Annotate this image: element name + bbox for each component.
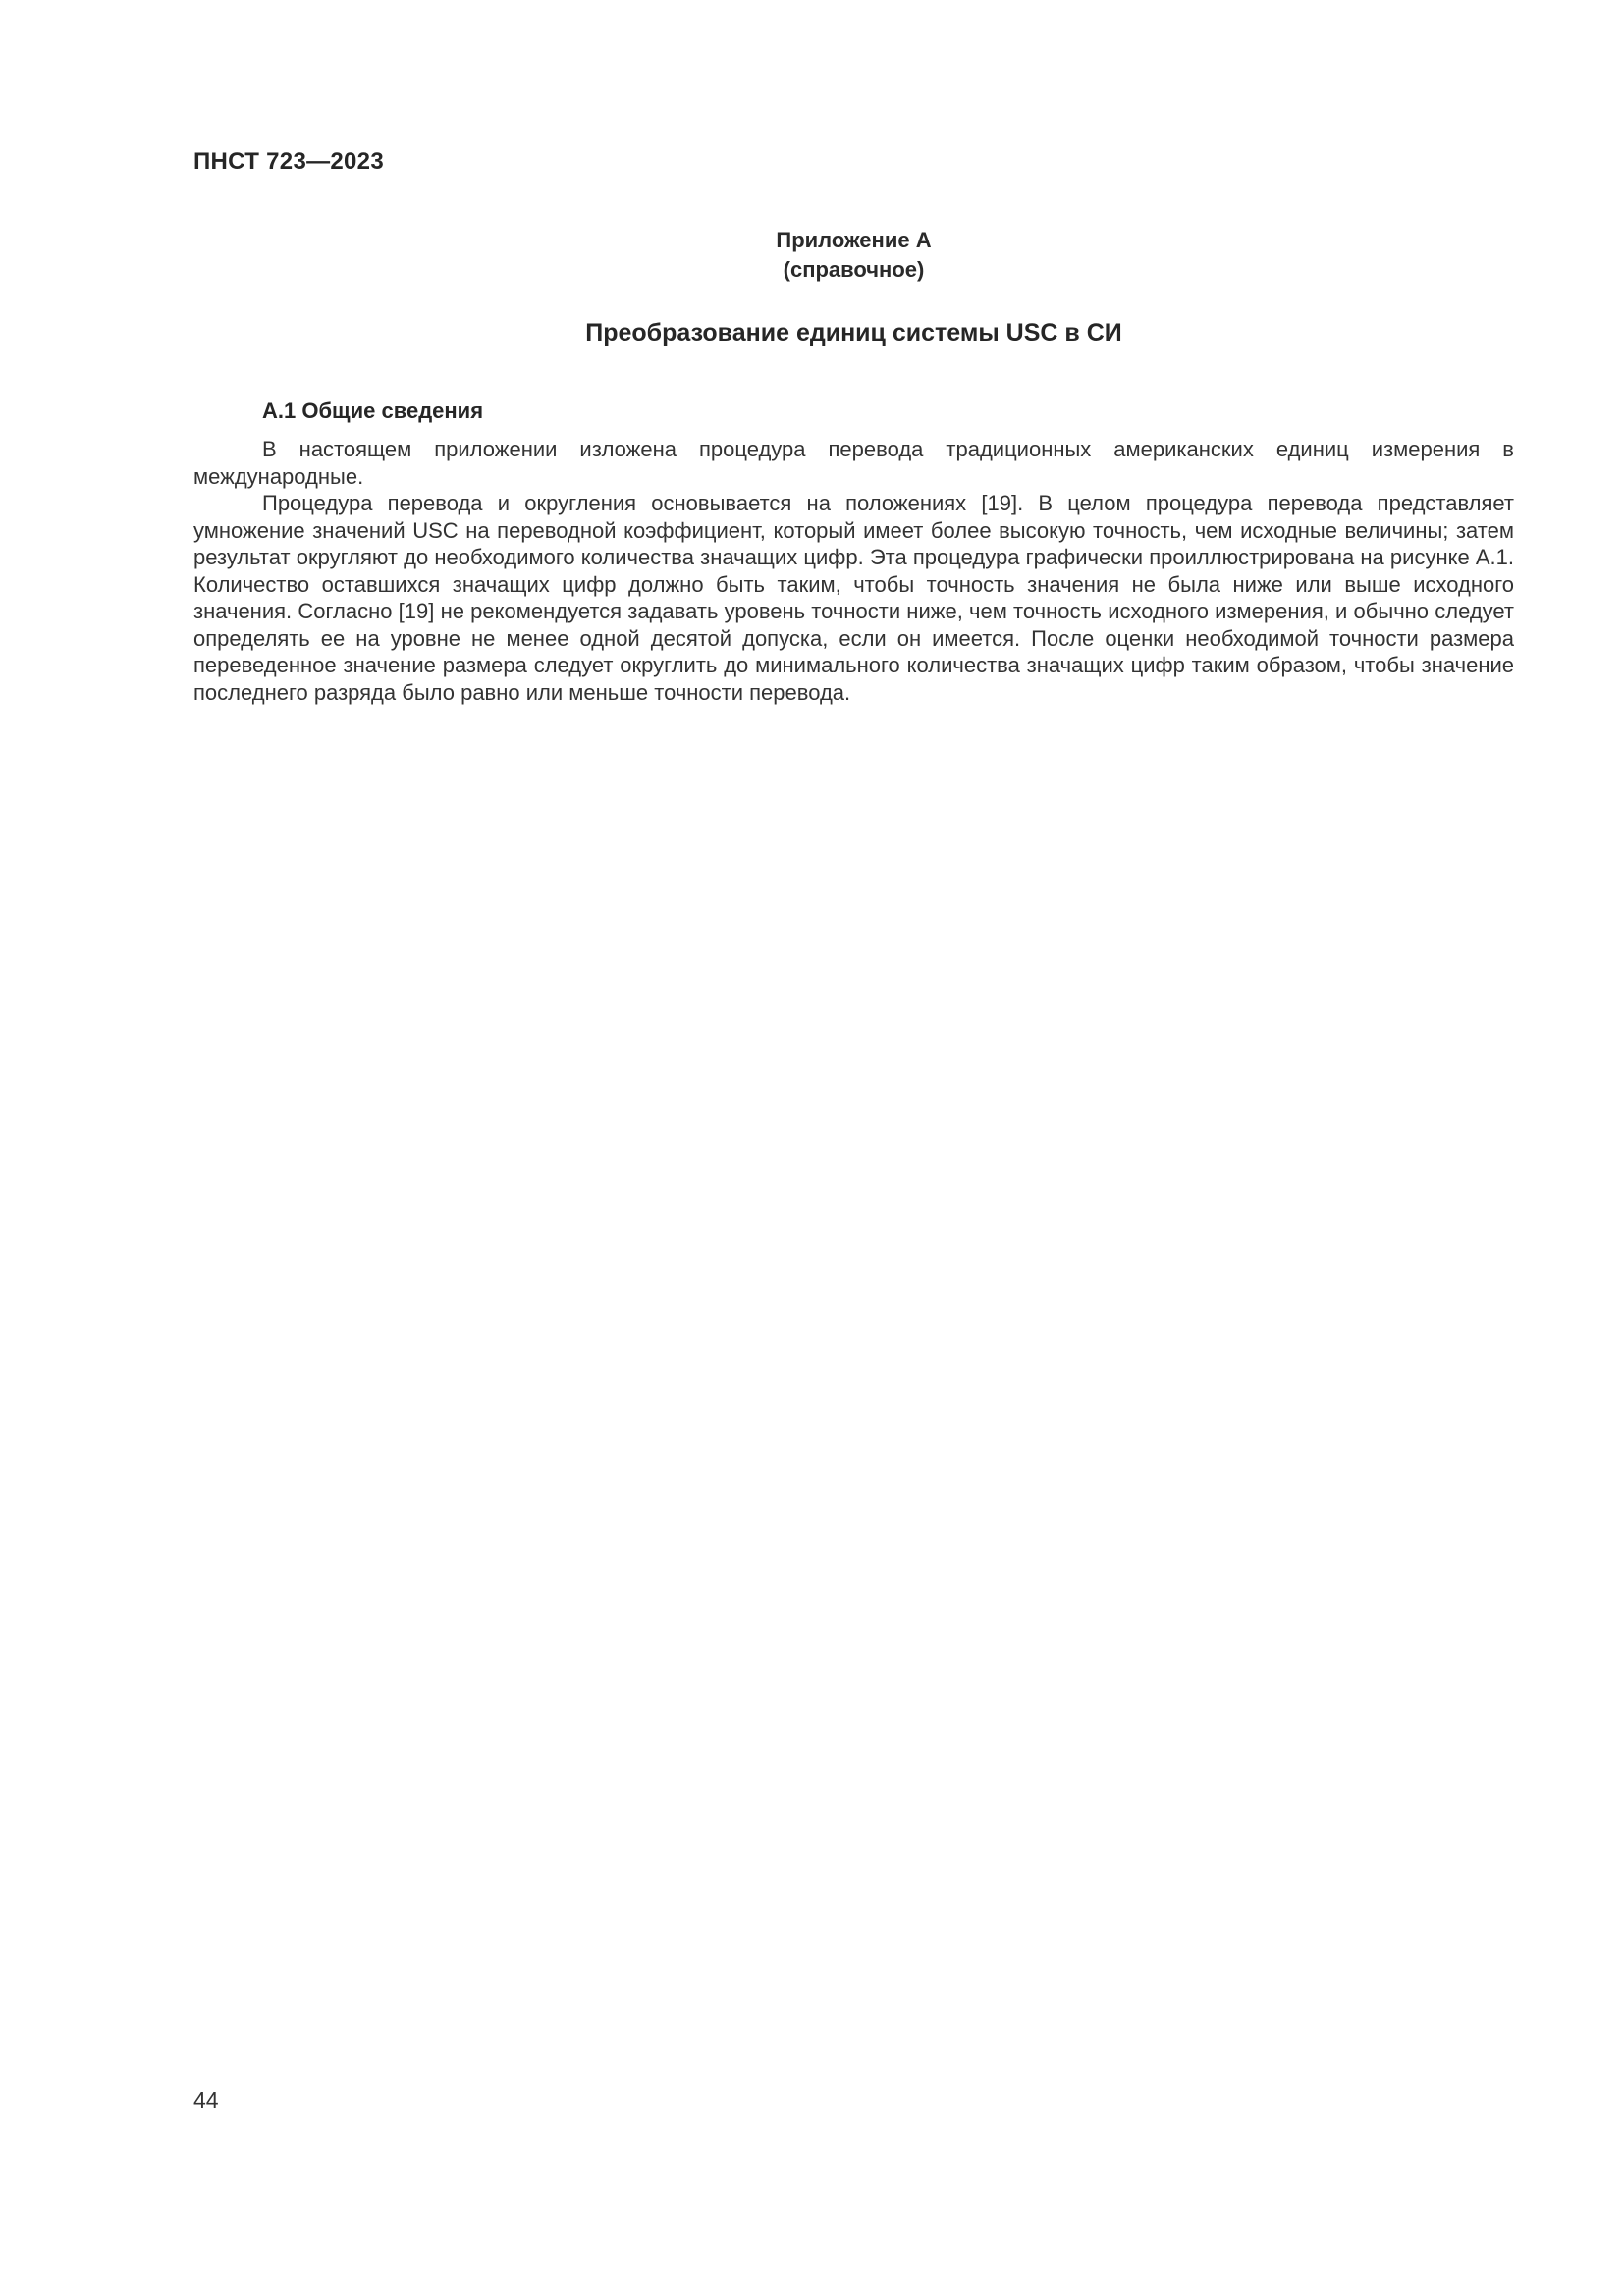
appendix-type: (справочное) (783, 257, 925, 282)
appendix-heading (193, 226, 1514, 285)
paragraph-1: В настоящем приложении изложена процедура перевода традиционных американских единиц измерения в международные. (193, 437, 1514, 489)
section-title: Преобразование единиц системы USC в СИ (585, 319, 1122, 347)
page-number: 44 (193, 2087, 219, 2112)
appendix-title: Приложение А (776, 228, 932, 252)
body-text (193, 436, 1514, 706)
document-code: ПНСТ 723—2023 (193, 148, 384, 175)
paragraph-2: Процедура перевода и округления основывается на положениях [19]. В целом процедура перевода представляет умножение значений USC на переводной коэффициент, который имеет более высокую точность, чем исходные величины; затем результат округляют до необходимого количества значащих цифр. Эта процедура графически проиллюстрирована на рисунке А.1. Количество оставшихся значащих цифр должно быть таким, чтобы точность значения не была ниже или выше исходного значения. Согласно [19] не рекомендуется задавать уровень точности ниже, чем точность исходного измерения, и обычно следует определять ее на уровне не менее одной десятой допуска, если он имеется. После оценки необходимой точности размера переведенное значение размера следует округлить до минимального количества значащих цифр таким образом, чтобы значение последнего разряда было равно или меньше точности перевода. (193, 491, 1514, 705)
subsection-title: А.1 Общие сведения (262, 399, 484, 423)
